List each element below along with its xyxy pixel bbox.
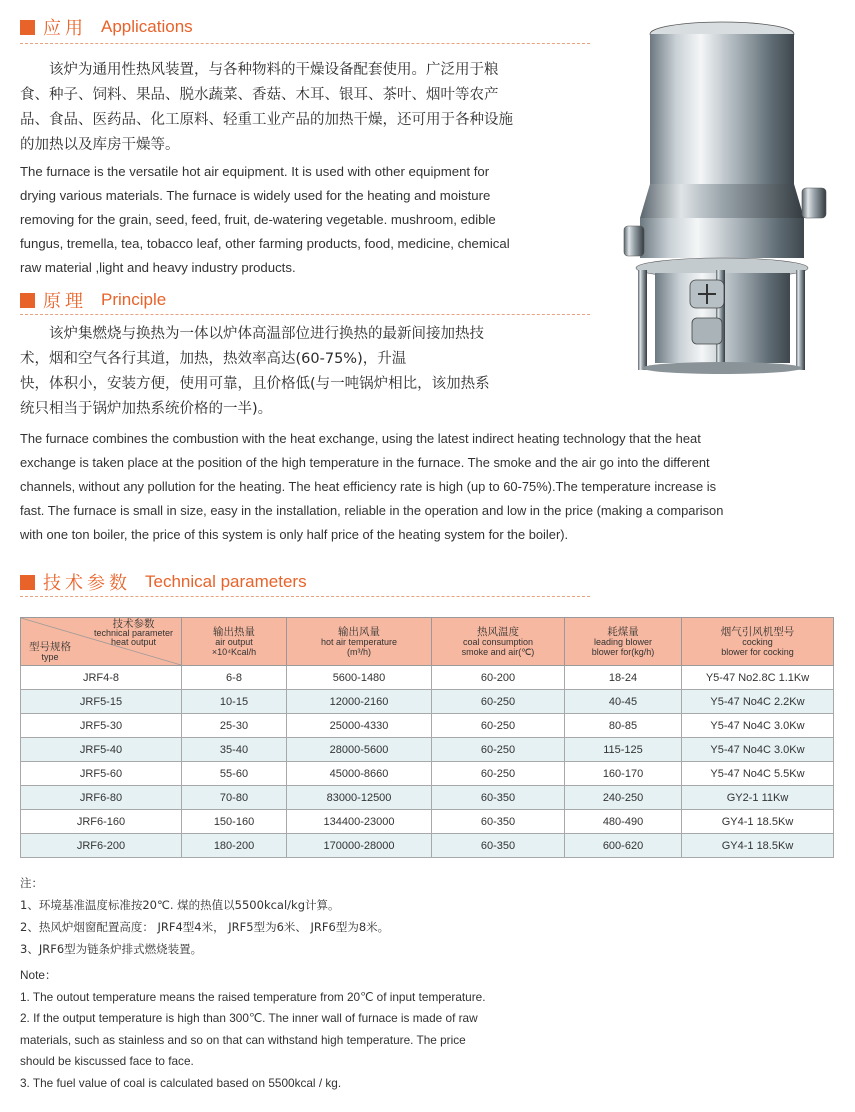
notes-en <box>20 965 486 1094</box>
furnace-illustration <box>620 18 835 378</box>
table-cell: 600-620 <box>565 834 682 858</box>
principle-en-paragraph <box>20 427 835 547</box>
table-cell: 240-250 <box>565 786 682 810</box>
table-cell: 180-200 <box>182 834 287 858</box>
table-cell: 10-15 <box>182 690 287 714</box>
table-cell: 25-30 <box>182 714 287 738</box>
table-cell: GY4-1 18.5Kw <box>682 810 834 834</box>
notes-title: 注： <box>20 876 43 890</box>
technical-parameters-table <box>20 617 834 858</box>
note-line: materials, such as stainless and so on that can withstand high temperature. The price <box>20 1032 466 1047</box>
table-cell: 6-8 <box>182 666 287 690</box>
text-line: fast. The furnace is small in size, easy in the installation, reliable in the operation and low in the price (making a comparison <box>20 503 724 518</box>
applications-en-paragraph <box>20 160 600 280</box>
section-header-applications <box>20 13 193 41</box>
note-line: should be kiscussed face to face. <box>20 1054 194 1068</box>
bullet-square-icon <box>20 293 35 308</box>
table-cell: 60-350 <box>432 786 565 810</box>
text-line: 该炉为通用性热风装置，与各种物料的干燥设备配套使用。广泛用于粮 <box>20 62 499 78</box>
table-cell: 40-45 <box>565 690 682 714</box>
corner-top-en-2: heat output <box>110 637 156 647</box>
section-header-principle <box>20 286 166 314</box>
col-header-en: (m³/h) <box>347 646 371 657</box>
table-cell: 80-85 <box>565 714 682 738</box>
table-header-row <box>21 618 834 666</box>
table-cell: Y5-47 No4C 3.0Kw <box>682 738 834 762</box>
section-title-zh: 原理 <box>43 291 87 312</box>
text-line: 食、种子、饲料、果品、脱水蔬菜、香菇、木耳、银耳、茶叶、烟叶等农产 <box>20 87 499 103</box>
col-header <box>432 618 565 666</box>
table-cell: 83000-12500 <box>287 786 432 810</box>
table-cell: GY2-1 11Kw <box>682 786 834 810</box>
table-cell: Y5-47 No4C 5.5Kw <box>682 762 834 786</box>
table-cell: Y5-47 No4C 2.2Kw <box>682 690 834 714</box>
table-row <box>21 762 834 786</box>
corner-bottom-en: type <box>41 652 59 662</box>
table-row <box>21 690 834 714</box>
table-cell: 35-40 <box>182 738 287 762</box>
table-cell: 28000-5600 <box>287 738 432 762</box>
table-row <box>21 810 834 834</box>
corner-top-zh: 技术参数 <box>112 618 155 630</box>
section-title-en: Principle <box>101 290 167 309</box>
section-title-en: Technical parameters <box>145 572 307 591</box>
table-row <box>21 786 834 810</box>
col-header <box>182 618 287 666</box>
col-header-zh: 输出风量 <box>338 625 380 638</box>
table-cell: 60-250 <box>432 762 565 786</box>
table-cell: 60-350 <box>432 834 565 858</box>
text-line: 的加热以及库房干燥等。 <box>20 137 180 153</box>
table-cell: 115-125 <box>565 738 682 762</box>
text-line: 该炉集燃烧与换热为一体以炉体高温部位进行换热的最新间接加热技 <box>20 326 484 342</box>
col-header-en: ×10⁴Kcal/h <box>211 646 257 657</box>
col-header-zh: 输出热量 <box>213 625 255 638</box>
table-cell: 170000-28000 <box>287 834 432 858</box>
table-row <box>21 738 834 762</box>
notes-zh <box>20 872 389 960</box>
table-cell: 45000-8660 <box>287 762 432 786</box>
section-title-en: Applications <box>101 17 193 36</box>
text-line: The furnace combines the combustion with the heat exchange, using the latest indirect heating technology that the heat <box>20 431 701 446</box>
section-divider <box>20 43 590 44</box>
note-line: 1. The outout temperature means the raised temperature from 20℃ of input temperature. <box>20 989 486 1004</box>
col-header-en: blower for(kg/h) <box>591 646 655 657</box>
bullet-square-icon <box>20 20 35 35</box>
text-line: 统只相当于锅炉加热系统价格的一半)。 <box>20 401 273 417</box>
note-line: 2. If the output temperature is high than 300℃. The inner wall of furnace is made of raw <box>20 1011 478 1025</box>
text-line: 快，体积小，安装方便，使用可靠，且价格低(与一吨锅炉相比，该加热系 <box>20 376 490 392</box>
table-cell: JRF5-60 <box>21 762 182 786</box>
table-cell: Y5-47 No2.8C 1.1Kw <box>682 666 834 690</box>
table-row <box>21 834 834 858</box>
col-header-zh: 烟气引风机型号 <box>720 625 795 638</box>
table-cell: JRF6-160 <box>21 810 182 834</box>
table-cell: 60-350 <box>432 810 565 834</box>
table-cell: JRF5-40 <box>21 738 182 762</box>
note-item: 3、JRF6型为链条炉排式燃烧装置。 <box>20 942 203 956</box>
table-row <box>21 666 834 690</box>
section-title-zh: 应用 <box>43 18 87 39</box>
table-cell: JRF6-200 <box>21 834 182 858</box>
text-line: exchange is taken place at the position of the high temperature in the furnace. The smoke and the air go into the different <box>20 455 710 470</box>
corner-top-en: technical parameter <box>93 628 173 638</box>
table-cell: 134400-23000 <box>287 810 432 834</box>
col-header-en: leading blower <box>593 636 653 647</box>
table-cell: Y5-47 No4C 3.0Kw <box>682 714 834 738</box>
col-header-en: hot air temperature <box>320 636 398 647</box>
note-item: 2、热风炉烟窗配置高度： JRF4型4米， JRF5型为6米、 JRF6型为8米。 <box>20 920 390 934</box>
col-header <box>287 618 432 666</box>
col-header-en: smoke and air(℃) <box>461 646 535 657</box>
notes-title: Note： <box>20 968 57 982</box>
corner-bottom-zh: 型号规格 <box>29 641 71 653</box>
table-cell: 12000-2160 <box>287 690 432 714</box>
section-header-technical <box>20 568 307 596</box>
table-cell: 55-60 <box>182 762 287 786</box>
col-header-zh: 耗煤量 <box>607 625 639 638</box>
text-line: 术，烟和空气各行其道，加热，热效率高达(60-75%)，升温 <box>20 351 407 367</box>
table-cell: 160-170 <box>565 762 682 786</box>
text-line: raw material ,light and heavy industry products. <box>20 260 296 275</box>
principle-zh-paragraph <box>20 322 595 422</box>
section-title-zh: 技术参数 <box>43 573 131 594</box>
table-cell: JRF5-30 <box>21 714 182 738</box>
table-cell: 60-250 <box>432 714 565 738</box>
col-header-en: air output <box>215 636 253 647</box>
table-cell: 70-80 <box>182 786 287 810</box>
col-header <box>682 618 834 666</box>
text-line: 品、食品、医药品、化工原料、轻重工业产品的加热干燥，还可用于各种设施 <box>20 112 513 128</box>
section-divider <box>20 314 590 315</box>
table-cell: JRF5-15 <box>21 690 182 714</box>
applications-zh-paragraph <box>20 58 595 158</box>
section-divider <box>20 596 590 597</box>
table-cell: 60-200 <box>432 666 565 690</box>
col-header-zh: 热风温度 <box>477 625 519 638</box>
table-cell: 60-250 <box>432 738 565 762</box>
bullet-square-icon <box>20 575 35 590</box>
text-line: fungus, tremella, tea, tobacco leaf, other farming products, food, medicine, chemical <box>20 236 510 251</box>
table-cell: 25000-4330 <box>287 714 432 738</box>
table-cell: 150-160 <box>182 810 287 834</box>
table-cell: JRF6-80 <box>21 786 182 810</box>
table-row <box>21 714 834 738</box>
text-line: channels, without any pollution for the heating. The heat efficiency rate is high (up to 60-75%).The temperature increase is <box>20 479 717 494</box>
table-cell: JRF4-8 <box>21 666 182 690</box>
col-header-en: blower for cocking <box>721 646 794 657</box>
col-header-en: coal consumption <box>462 636 534 647</box>
col-header <box>565 618 682 666</box>
table-cell: 5600-1480 <box>287 666 432 690</box>
text-line: The furnace is the versatile hot air equipment. It is used with other equipment for <box>20 164 490 179</box>
note-item: 1、环境基准温度标准按20℃. 煤的热值以5500kcal/kg计算。 <box>20 898 340 912</box>
text-line: removing for the grain, seed, feed, fruit, de-watering vegetable. mushroom, edible <box>20 212 496 227</box>
text-line: drying various materials. The furnace is widely used for the heating and moisture <box>20 188 491 203</box>
note-line: 3. The fuel value of coal is calculated based on 5500kcal / kg. <box>20 1075 342 1090</box>
table-corner-header <box>21 618 182 666</box>
table-cell: GY4-1 18.5Kw <box>682 834 834 858</box>
table-cell: 480-490 <box>565 810 682 834</box>
table-cell: 60-250 <box>432 690 565 714</box>
col-header-en: cocking <box>742 636 773 647</box>
table-cell: 18-24 <box>565 666 682 690</box>
text-line: with one ton boiler, the price of this system is only half price of the heating system for the boiler). <box>20 527 569 542</box>
